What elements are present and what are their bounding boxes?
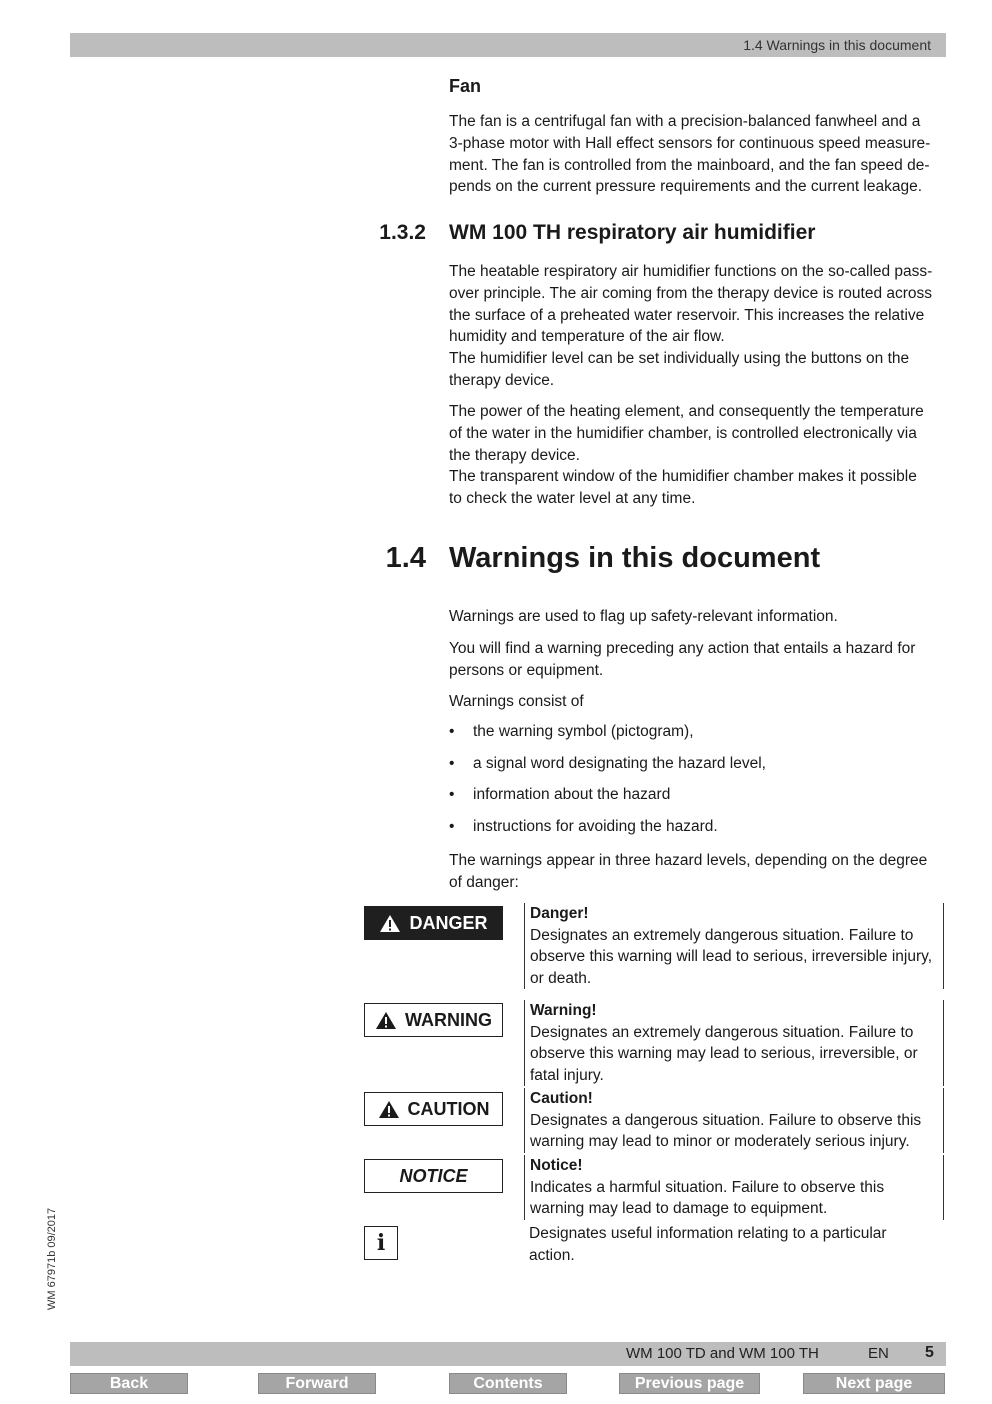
signal-word: Notice! <box>530 1157 583 1174</box>
list-item-text: information about the hazard <box>473 786 671 803</box>
document-code: WM 67971b 09/2017 <box>46 1207 58 1310</box>
fan-heading: Fan <box>449 76 482 96</box>
caution-badge <box>364 1092 503 1126</box>
list-item-text: a signal word designating the hazard level, <box>473 755 766 772</box>
danger-description <box>524 903 944 989</box>
humidifier-paragraph-1 <box>449 261 932 392</box>
text-line: warning may lead to minor or moderately serious injury. <box>530 1133 910 1151</box>
list-item: • instructions for avoiding the hazard. <box>449 818 718 835</box>
footer-doc-title: WM 100 TD and WM 100 TH <box>626 1345 819 1362</box>
text-line: over principle. The air coming from the therapy device is routed across <box>449 284 933 302</box>
text-line: therapy device. <box>449 371 555 389</box>
text-line: persons or equipment. <box>449 661 604 679</box>
info-icon: i <box>364 1226 398 1260</box>
text-line: fatal injury. <box>530 1066 604 1084</box>
running-title: 1.4 Warnings in this document <box>743 37 931 53</box>
text-line: Designates an extremely dangerous situation. Failure to <box>530 1023 914 1041</box>
notice-description <box>524 1155 944 1220</box>
caution-description <box>524 1088 944 1153</box>
text-line: The warnings appear in three hazard levels, depending on the degree <box>449 852 928 869</box>
text-line: ment. The fan is controlled from the mainboard, and the fan speed de- <box>449 156 930 174</box>
list-item: • the warning symbol (pictogram), <box>449 723 694 740</box>
text-line: observe this warning will lead to serious, irreversible injury, <box>530 948 933 966</box>
warning-triangle-icon <box>379 914 401 933</box>
list-item-text: instructions for avoiding the hazard. <box>473 818 718 835</box>
text-line: the therapy device. <box>449 446 580 464</box>
back-button[interactable]: Back <box>70 1373 188 1394</box>
warning-description <box>524 1000 944 1086</box>
text-line: or death. <box>530 969 592 987</box>
chapter-number: 1.4 <box>385 542 426 574</box>
list-item: • information about the hazard <box>449 786 671 803</box>
text-line: observe this warning may lead to serious, irreversible, or <box>530 1045 918 1063</box>
list-item-text: the warning symbol (pictogram), <box>473 723 694 740</box>
contents-button[interactable]: Contents <box>449 1373 567 1394</box>
signal-word: Danger! <box>530 905 589 922</box>
text-line: of the water in the humidifier chamber, is controlled electronically via <box>449 424 917 442</box>
text-line: of danger: <box>449 873 519 891</box>
forward-button[interactable]: Forward <box>258 1373 376 1394</box>
warnings-paragraph <box>449 638 915 682</box>
text-line: The humidifier level can be set individually using the buttons on the <box>449 350 910 368</box>
text-line: You will find a warning preceding any action that entails a hazard for <box>449 640 916 657</box>
text-line: to check the water level at any time. <box>449 490 696 508</box>
signal-word: Caution! <box>530 1090 593 1107</box>
info-description <box>529 1223 887 1266</box>
notice-badge <box>364 1159 503 1193</box>
warning-triangle-icon <box>375 1011 397 1030</box>
text-line: Designates useful information relating to a particular <box>529 1225 887 1242</box>
text-line: 3-phase motor with Hall effect sensors for continuous speed measure- <box>449 134 931 152</box>
text-line: The fan is a centrifugal fan with a precision-balanced fanwheel and a <box>449 113 921 130</box>
fan-paragraph <box>449 111 930 198</box>
section-number: 1.3.2 <box>379 221 426 244</box>
list-item: • a signal word designating the hazard level, <box>449 755 766 772</box>
text-line: The heatable respiratory air humidifier functions on the so-called pass- <box>449 263 933 280</box>
warnings-consist-of: Warnings consist of <box>449 693 584 710</box>
page-number: 5 <box>925 1344 934 1361</box>
signal-word: Warning! <box>530 1002 597 1019</box>
text-line: Indicates a harmful situation. Failure to observe this <box>530 1178 885 1196</box>
badge-label: WARNING <box>405 1009 492 1030</box>
warning-triangle-icon <box>378 1100 400 1119</box>
text-line: The transparent window of the humidifier chamber makes it possible <box>449 468 917 486</box>
warnings-intro: Warnings are used to flag up safety-relevant information. <box>449 608 838 625</box>
footer-language: EN <box>868 1345 889 1362</box>
next-page-button[interactable]: Next page <box>803 1373 945 1394</box>
chapter-title: Warnings in this document <box>449 542 821 574</box>
badge-label: NOTICE <box>399 1165 468 1186</box>
humidifier-paragraph-2 <box>449 401 924 510</box>
previous-page-button[interactable]: Previous page <box>619 1373 760 1394</box>
warning-badge <box>364 1003 503 1037</box>
badge-label: CAUTION <box>407 1098 490 1119</box>
section-title: WM 100 TH respiratory air humidifier <box>449 221 816 244</box>
footer-bar <box>70 1342 946 1366</box>
text-line: action. <box>529 1246 575 1264</box>
badge-label: DANGER <box>409 912 488 933</box>
hazard-levels-paragraph <box>449 850 927 894</box>
text-line: Designates a dangerous situation. Failure to observe this <box>530 1111 922 1129</box>
header-bar <box>70 33 946 57</box>
text-line: pends on the current pressure requirements and the current leakage. <box>449 178 923 196</box>
text-line: warning may lead to damage to equipment. <box>530 1200 828 1218</box>
text-line: humidity and temperature of the air flow. <box>449 328 725 346</box>
text-line: Designates an extremely dangerous situation. Failure to <box>530 926 914 944</box>
text-line: the surface of a preheated water reservoir. This increases the relative <box>449 306 925 324</box>
text-line: The power of the heating element, and consequently the temperature <box>449 403 924 420</box>
danger-badge <box>364 906 503 940</box>
